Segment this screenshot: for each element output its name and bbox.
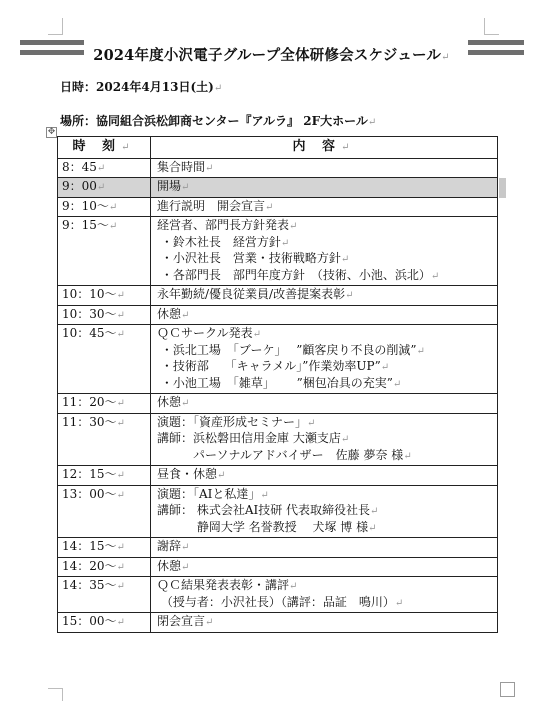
time-cell[interactable] [58,158,151,178]
time-cell[interactable] [58,217,151,286]
content-line-text: 閉会宣言 [157,614,206,628]
paragraph-mark: ↵ [181,561,190,573]
time-text: 9：15〜 [62,218,109,232]
paragraph-mark: ↵ [280,237,290,249]
content-line-text: 演題：「資産形成セミナー」 [157,414,308,429]
table-header-row [58,137,498,159]
paragraph-mark: ↵ [252,329,262,340]
row-highlight-tab [499,178,506,198]
table-row [58,178,498,198]
content-line [157,359,493,376]
content-line-text: 経営者、部門長方針発表 [157,218,290,232]
content-line-text: 休憩 [157,306,182,321]
time-cell[interactable] [58,613,151,633]
content-line-text: 進行説明 開会宣言 [157,198,266,213]
table-row [58,577,498,613]
paragraph-mark: ↵ [116,542,125,553]
time-text: 8：45 [62,159,97,174]
time-text: 15：00〜 [62,614,117,628]
venue-text: 場所：協同組合浜松卸商センター『アルラ』 2F大ホール [60,114,368,128]
schedule-table [57,136,498,633]
content-line-text: 謝辞 [157,539,182,553]
decor-band-right-2 [468,50,524,55]
table-row [58,217,498,286]
content-line-text: 講師：浜松磐田信用金庫 大瀬支店 [157,431,341,445]
paragraph-mark: ↵ [367,117,377,128]
time-cell[interactable] [58,413,151,466]
paragraph-mark: ↵ [289,221,298,232]
content-line-text: ・浜北工場 「ブーケ」 ”顧客戻り不良の削減” [157,342,417,357]
decor-band-left-1 [20,40,84,45]
time-text: 10：30〜 [62,306,117,321]
table-row [58,158,498,178]
paragraph-mark: ↵ [181,309,190,321]
paragraph-mark: ↵ [341,142,356,153]
content-line-text: ・各部門長 部門年度方針 （技術、小池、浜北） [157,267,431,282]
content-line-text: ＱＣサークル発表 [157,326,253,340]
content-line [157,326,493,343]
content-line-text: ＱＣ結果発表表彰・講評 [157,578,290,592]
table-row [58,413,498,466]
paragraph-mark: ↵ [403,450,412,462]
content-line [157,487,493,504]
time-cell[interactable] [58,557,151,577]
content-cell[interactable] [151,538,498,558]
decor-band-left-2 [20,50,84,55]
content-line [157,578,493,595]
paragraph-mark: ↵ [116,398,125,409]
paragraph-mark: ↵ [340,434,350,445]
content-line-text: 休憩 [157,395,182,409]
time-cell[interactable] [58,577,151,613]
paragraph-mark: ↵ [260,489,269,501]
paragraph-mark: ↵ [116,581,125,592]
time-text: 14：35〜 [62,578,117,592]
table-row [58,466,498,486]
decor-band-right-1 [468,40,524,45]
page-corner-box-bottom-right [500,682,515,697]
paragraph-mark: ↵ [181,182,190,193]
time-cell[interactable] [58,485,151,538]
time-cell[interactable] [58,197,151,217]
paragraph-mark: ↵ [116,489,125,501]
time-text: 13：00〜 [62,486,117,501]
content-line-text: （授与者：小沢社長）（講評：品証 鳴川） [157,594,395,609]
paragraph-mark: ↵ [96,182,106,193]
content-cell[interactable] [151,197,498,217]
header-time: 時 刻↵ [58,137,151,159]
content-line [157,503,493,520]
content-cell[interactable] [151,325,498,394]
content-cell[interactable] [151,217,498,286]
time-text: 12：15〜 [62,467,117,481]
table-row [58,538,498,558]
paragraph-mark: ↵ [368,522,377,534]
date-line[interactable] [60,78,222,95]
paragraph-mark: ↵ [116,417,125,429]
content-cell[interactable] [151,394,498,414]
time-text: 9：00 [62,179,97,193]
table-row [58,286,498,306]
table-row [58,305,498,325]
content-line [157,431,493,448]
header-content: 内 容↵ [151,137,498,159]
content-cell[interactable] [151,305,498,325]
paragraph-mark: ↵ [116,561,125,573]
paragraph-mark: ↵ [416,345,425,357]
content-line-text: ・小池工場 「雑草」 ”梱包冶具の充実” [157,375,393,390]
time-text: 11：20〜 [62,395,117,409]
paragraph-mark: ↵ [96,162,106,174]
content-line-text: 開場 [157,179,182,193]
content-line [157,160,493,177]
content-line [157,376,493,393]
content-line-text: 休憩 [157,558,182,573]
paragraph-mark: ↵ [116,290,125,301]
content-line [157,179,493,196]
content-line [157,307,493,324]
content-cell[interactable] [151,178,498,198]
time-cell[interactable] [58,466,151,486]
time-text: 10：10〜 [62,287,117,301]
paragraph-mark: ↵ [205,162,214,174]
paragraph-mark: ↵ [345,290,354,301]
paragraph-mark: ↵ [307,417,316,429]
document-title-text: 2024年度小沢電子グループ全体研修会スケジュール [93,47,442,64]
table-row [58,325,498,394]
content-cell[interactable] [151,466,498,486]
paragraph-mark: ↵ [116,309,125,321]
paragraph-mark: ↵ [205,617,214,628]
content-line [157,235,493,252]
paragraph-mark: ↵ [265,201,274,213]
content-line [157,448,493,465]
content-line [157,415,493,432]
paragraph-mark: ↵ [121,142,136,153]
table-row [58,557,498,577]
time-text: 11：30〜 [62,414,117,429]
content-line [157,218,493,235]
content-line [157,251,493,268]
content-line-text: 集合時間 [157,159,206,174]
venue-line[interactable] [60,112,376,129]
content-line [157,287,493,304]
paragraph-mark: ↵ [108,221,118,232]
content-line [157,467,493,484]
content-line-text: ・技術部 「キャラメル」”作業効率UP” [157,359,381,373]
paragraph-mark: ↵ [289,581,298,592]
paragraph-mark: ↵ [181,542,190,553]
table-move-handle-icon[interactable]: ✥ [47,127,56,137]
paragraph-mark: ↵ [370,506,379,517]
content-cell[interactable] [151,557,498,577]
paragraph-mark: ↵ [392,378,402,390]
content-line [157,539,493,556]
content-line-text: 静岡大学 名誉教授 犬塚 博 様 [157,519,369,534]
content-line-text: 講師： 株式会社AI技研 代表取締役社長 [157,503,371,517]
paragraph-mark: ↵ [430,270,440,282]
table-row [58,613,498,633]
content-line-text: 演題：「AIと私達」 [157,486,261,501]
time-cell[interactable] [58,178,151,198]
paragraph-mark: ↵ [108,201,118,213]
content-line [157,343,493,360]
time-cell[interactable] [58,305,151,325]
content-line [157,395,493,412]
table-row [58,485,498,538]
paragraph-mark: ↵ [116,329,125,340]
content-line [157,614,493,631]
page-corner-mark-top-left [48,18,63,35]
time-cell[interactable] [58,325,151,394]
content-line [157,595,493,612]
paragraph-mark: ↵ [340,254,350,265]
time-text: 14：20〜 [62,558,117,573]
content-line-text: ・鈴木社長 経営方針 [157,234,281,249]
content-line [157,199,493,216]
paragraph-mark: ↵ [116,617,125,628]
time-cell[interactable] [58,394,151,414]
time-cell[interactable] [58,286,151,306]
paragraph-mark: ↵ [380,362,390,373]
date-text: 日時：2024年4月13日(土) [60,80,214,94]
time-text: 9：10〜 [62,198,109,213]
content-cell[interactable] [151,577,498,613]
page-corner-mark-top-right [484,18,499,35]
time-text: 10：45〜 [62,326,117,340]
table-row [58,394,498,414]
paragraph-mark: ↵ [116,470,125,481]
paragraph-mark: ↵ [181,398,190,409]
paragraph-mark: ↵ [441,52,450,63]
content-cell[interactable] [151,613,498,633]
content-cell[interactable] [151,158,498,178]
paragraph-mark: ↵ [394,597,404,609]
content-line-text: 永年勤続/優良従業員/改善提案表彰 [157,287,346,301]
time-cell[interactable] [58,538,151,558]
content-line-text: 昼食・休憩 [157,467,218,481]
content-line-text: ・小沢社長 営業・技術戦略方針 [157,251,341,265]
document-title[interactable] [80,44,463,65]
page-corner-mark-bottom-left [48,688,63,701]
paragraph-mark: ↵ [213,83,223,94]
paragraph-mark: ↵ [217,470,226,481]
content-cell[interactable] [151,413,498,466]
content-cell[interactable] [151,485,498,538]
content-line-text: パーソナルアドバイザー 佐藤 夢奈 様 [157,447,404,462]
table-row [58,197,498,217]
time-text: 14：15〜 [62,539,117,553]
content-line [157,559,493,576]
content-line [157,520,493,537]
content-cell[interactable] [151,286,498,306]
content-line [157,268,493,285]
